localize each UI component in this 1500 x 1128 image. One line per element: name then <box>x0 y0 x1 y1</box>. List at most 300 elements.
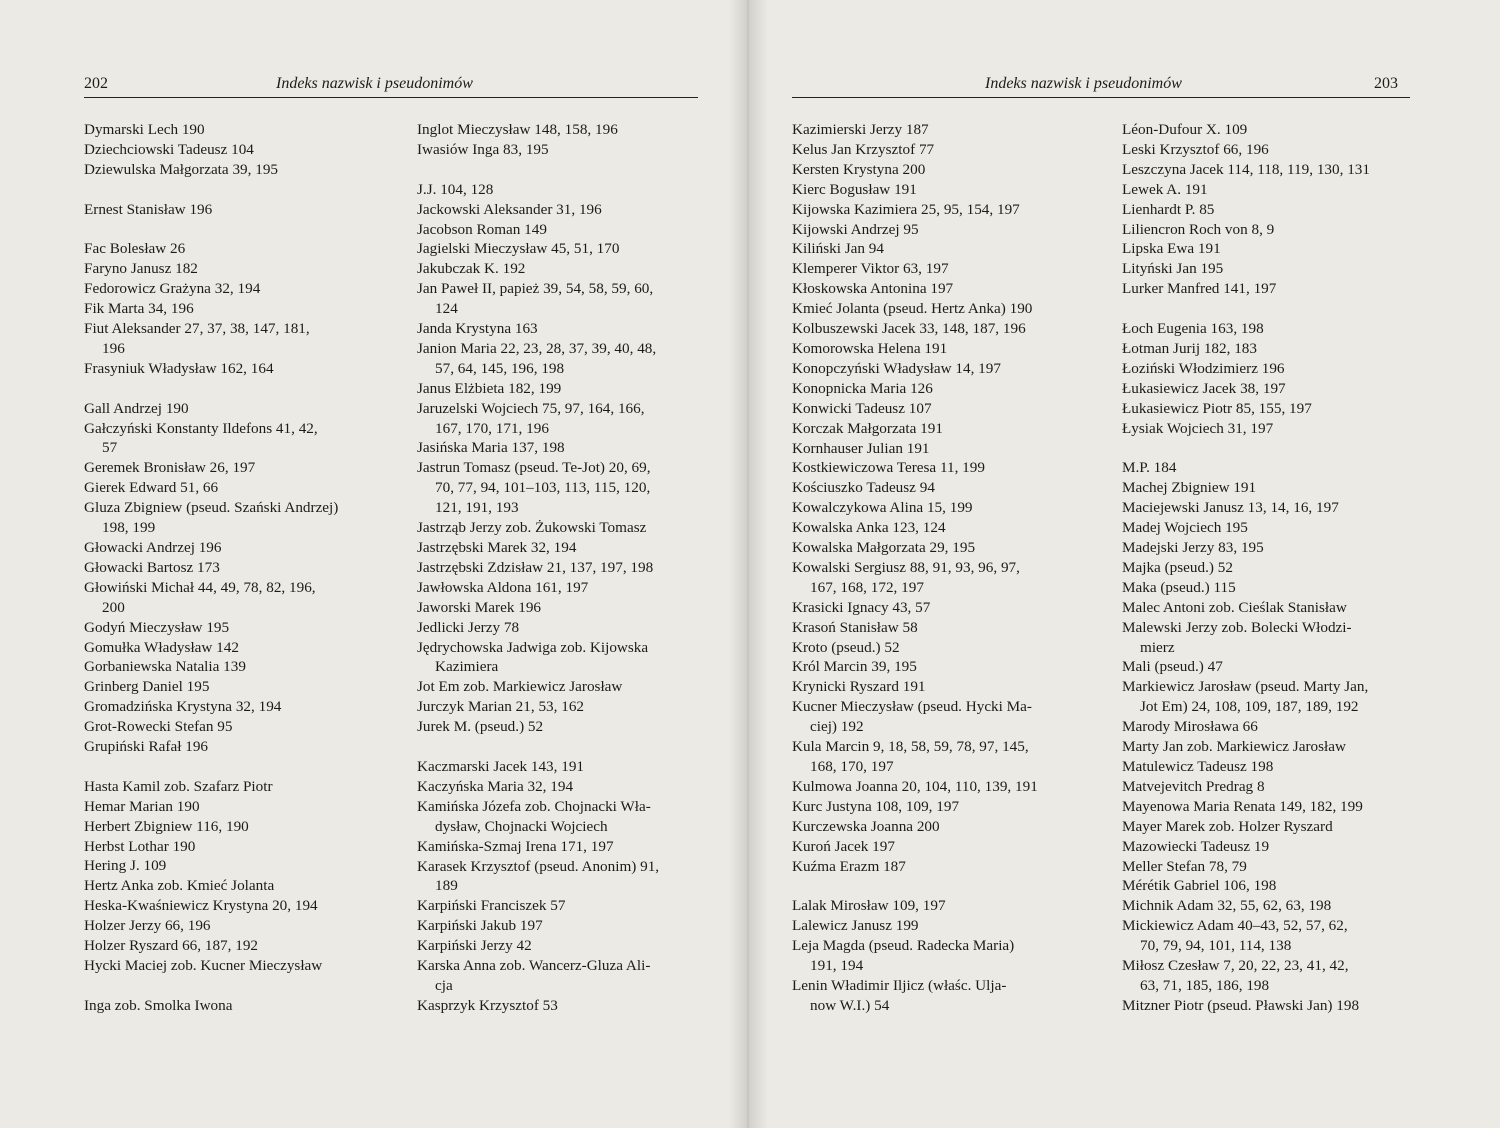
header-rule <box>84 97 698 98</box>
entry-line: Głowiński Michał 44, 49, 78, 82, 196, <box>84 578 316 596</box>
entry-line: Konopczyński Władysław 14, 197 <box>792 359 1001 377</box>
entry-line: Fac Bolesław 26 <box>84 240 186 258</box>
index-entry <box>84 876 384 896</box>
index-entry <box>84 677 384 697</box>
entry-line: Głowacki Bartosz 173 <box>84 558 220 576</box>
entry-line: Janda Krystyna 163 <box>417 320 538 338</box>
entry-line: Malec Antoni zob. Cieślak Stanisław <box>1122 598 1347 616</box>
index-entry <box>84 777 384 797</box>
entry-line: Hycki Maciej zob. Kucner Mieczysław <box>84 957 323 974</box>
index-entry <box>792 180 1092 200</box>
entry-line: Jot Em zob. Markiewicz Jarosław <box>417 678 623 696</box>
entry-line: Kroto (pseud.) 52 <box>792 638 900 656</box>
entry-line: Leski Krzysztof 66, 196 <box>1122 140 1269 158</box>
entry-line: Leszczyna Jacek 114, 118, 119, 130, 131 <box>1122 160 1370 178</box>
entry-line: Kurczewska Joanna 200 <box>792 817 940 835</box>
entry-line: Jastrzębski Marek 32, 194 <box>417 539 577 557</box>
entry-line: Gluza Zbigniew (pseud. Szański Andrzej) <box>84 499 339 517</box>
index-entry <box>1122 558 1422 578</box>
index-entry <box>417 578 717 598</box>
index-entry <box>417 777 717 797</box>
entry-line: Kościuszko Tadeusz 94 <box>792 479 935 497</box>
entry-line: Lipska Ewa 191 <box>1122 240 1221 258</box>
index-entry <box>1122 220 1422 240</box>
index-entry <box>792 259 1092 279</box>
index-entry <box>84 419 384 459</box>
entry-line: Maciejewski Janusz 13, 14, 16, 197 <box>1122 499 1339 517</box>
entry-line: Łoziński Włodzimierz 196 <box>1122 359 1285 377</box>
index-entry <box>417 339 717 379</box>
entry-line: Karpiński Jakub 197 <box>417 917 543 935</box>
index-entry <box>417 319 717 339</box>
entry-line: Michnik Adam 32, 55, 62, 63, 198 <box>1122 897 1332 915</box>
entry-continuation: Jot Em) 24, 108, 109, 187, 189, 192 <box>1140 698 1359 716</box>
letter-group-gap <box>84 220 384 240</box>
index-entry <box>792 419 1092 439</box>
entry-line: Iwasiów Inga 83, 195 <box>417 140 549 158</box>
index-entry <box>1122 200 1422 220</box>
entry-line: Łotman Jurij 182, 183 <box>1122 339 1257 357</box>
entry-line: Matvejevitch Predrag 8 <box>1122 777 1265 795</box>
index-entry <box>1122 757 1422 777</box>
index-entry <box>84 956 384 976</box>
entry-continuation: 167, 168, 172, 197 <box>810 578 924 596</box>
index-entry <box>1122 857 1422 877</box>
index-entry <box>417 220 717 240</box>
entry-line: Gałczyński Konstanty Ildefons 41, 42, <box>84 419 318 437</box>
entry-line: Herbert Zbigniew 116, 190 <box>84 817 249 835</box>
letter-group-gap <box>84 976 384 996</box>
entry-line: Kaczmarski Jacek 143, 191 <box>417 757 585 775</box>
index-entry <box>84 120 384 140</box>
index-entry <box>792 837 1092 857</box>
entry-line: Kornhauser Julian 191 <box>792 439 930 457</box>
entry-line: Mickiewicz Adam 40–43, 52, 57, 62, <box>1122 917 1348 935</box>
entry-line: Jedlicki Jerzy 78 <box>417 618 520 636</box>
entry-line: Mazowiecki Tadeusz 19 <box>1122 837 1270 855</box>
entry-line: Geremek Bronisław 26, 197 <box>84 459 256 477</box>
index-entry <box>417 956 717 996</box>
entry-line: Karska Anna zob. Wancerz-Gluza Ali- <box>417 957 651 975</box>
index-entry <box>417 120 717 140</box>
index-entry <box>417 618 717 638</box>
index-entry <box>84 896 384 916</box>
entry-line: Jędrychowska Jadwiga zob. Kijowska <box>417 638 649 656</box>
entry-line: Malewski Jerzy zob. Bolecki Włodzi- <box>1122 618 1352 636</box>
entry-line: Gromadzińska Krystyna 32, 194 <box>84 698 282 716</box>
entry-line: Mali (pseud.) 47 <box>1122 658 1223 676</box>
index-entry <box>417 279 717 319</box>
entry-line: Mitzner Piotr (pseud. Pławski Jan) 198 <box>1122 996 1360 1014</box>
index-entry <box>792 239 1092 259</box>
entry-line: Jastrun Tomasz (pseud. Te-Jot) 20, 69, <box>417 459 651 477</box>
index-entry <box>792 518 1092 538</box>
entry-line: Łukasiewicz Piotr 85, 155, 197 <box>1122 399 1312 417</box>
entry-line: Karasek Krzysztof (pseud. Anonim) 91, <box>417 857 660 875</box>
index-entry <box>792 220 1092 240</box>
entry-line: Jan Paweł II, papież 39, 54, 58, 59, 60, <box>417 280 654 298</box>
header-rule <box>792 97 1410 98</box>
index-entry <box>1122 598 1422 618</box>
entry-line: Konopnicka Maria 126 <box>792 379 933 397</box>
index-entry <box>792 379 1092 399</box>
entry-line: Kazimierski Jerzy 187 <box>792 121 929 138</box>
entry-line: Lenin Władimir Iljicz (właśc. Ulja- <box>792 976 1007 994</box>
entry-continuation: 168, 170, 197 <box>810 758 894 775</box>
entry-line: Leja Magda (pseud. Radecka Maria) <box>792 937 1015 955</box>
entry-line: Karpiński Jerzy 42 <box>417 937 532 955</box>
index-entry <box>417 717 717 737</box>
entry-line: Machej Zbigniew 191 <box>1122 479 1257 497</box>
index-entry <box>417 458 717 518</box>
entry-line: Komorowska Helena 191 <box>792 339 948 357</box>
entry-line: Jagielski Mieczysław 45, 51, 170 <box>417 240 620 258</box>
index-entry <box>1122 657 1422 677</box>
letter-group-gap <box>84 180 384 200</box>
entry-line: Kostkiewiczowa Teresa 11, 199 <box>792 459 985 477</box>
index-entry <box>792 399 1092 419</box>
index-entry <box>417 598 717 618</box>
entry-line: Gierek Edward 51, 66 <box>84 479 219 497</box>
entry-line: Madej Wojciech 195 <box>1122 519 1248 537</box>
index-entry <box>1122 578 1422 598</box>
index-entry <box>792 618 1092 638</box>
entry-line: Konwicki Tadeusz 107 <box>792 399 932 417</box>
entry-line: Kierc Bogusław 191 <box>792 180 917 198</box>
index-entry <box>792 439 1092 459</box>
index-entry <box>1122 677 1422 717</box>
index-entry <box>84 578 384 618</box>
letter-group-gap <box>84 379 384 399</box>
index-entry <box>417 180 717 200</box>
index-entry <box>1122 339 1422 359</box>
entry-line: Liliencron Roch von 8, 9 <box>1122 220 1275 238</box>
index-entry <box>84 478 384 498</box>
entry-line: Kamińska Józefa zob. Chojnacki Wła- <box>417 797 651 815</box>
entry-continuation: 198, 199 <box>102 519 156 537</box>
index-entry <box>1122 160 1422 180</box>
entry-line: Madejski Jerzy 83, 195 <box>1122 539 1264 556</box>
entry-line: Matulewicz Tadeusz 198 <box>1122 757 1274 775</box>
running-head: Indeks nazwisk i pseudonimów <box>276 75 473 92</box>
index-entry <box>84 697 384 717</box>
index-entry <box>417 239 717 259</box>
entry-line: Lityński Jan 195 <box>1122 260 1224 278</box>
entry-line: Lewek A. 191 <box>1122 180 1208 198</box>
entry-continuation: 196 <box>102 339 125 357</box>
entry-line: Jackowski Aleksander 31, 196 <box>417 200 602 218</box>
index-entry <box>792 817 1092 837</box>
entry-line: Fiut Aleksander 27, 37, 38, 147, 181, <box>84 320 310 338</box>
index-entry <box>792 359 1092 379</box>
entry-line: Marty Jan zob. Markiewicz Jarosław <box>1122 738 1346 756</box>
index-entry <box>792 160 1092 180</box>
index-entry <box>84 618 384 638</box>
entry-line: Kucner Mieczysław (pseud. Hycki Ma- <box>792 698 1032 716</box>
entry-line: Dymarski Lech 190 <box>84 121 205 138</box>
entry-continuation: ciej) 192 <box>810 718 864 736</box>
entry-line: M.P. 184 <box>1122 459 1177 477</box>
index-entry <box>84 299 384 319</box>
index-entry <box>417 697 717 717</box>
entry-line: Holzer Ryszard 66, 187, 192 <box>84 937 259 955</box>
index-entry <box>417 857 717 897</box>
index-entry <box>792 777 1092 797</box>
entry-line: Kula Marcin 9, 18, 58, 59, 78, 97, 145, <box>792 738 1029 756</box>
index-entry <box>1122 896 1422 916</box>
entry-line: Król Marcin 39, 195 <box>792 658 917 676</box>
index-entry <box>792 538 1092 558</box>
entry-line: Miłosz Czesław 7, 20, 22, 23, 41, 42, <box>1122 957 1349 975</box>
letter-group-gap <box>417 160 717 180</box>
entry-line: Kaczyńska Maria 32, 194 <box>417 777 574 795</box>
entry-line: Jaworski Marek 196 <box>417 598 542 616</box>
entry-continuation: 70, 77, 94, 101–103, 113, 115, 120, <box>435 479 651 497</box>
entry-line: Gall Andrzej 190 <box>84 399 189 417</box>
index-entry <box>1122 359 1422 379</box>
index-entry <box>417 797 717 837</box>
entry-continuation: 57, 64, 145, 196, 198 <box>435 359 565 377</box>
book-gutter-shadow <box>728 0 768 1128</box>
index-entry <box>792 638 1092 658</box>
entry-continuation: Kazimiera <box>435 658 499 676</box>
entry-line: Lienhardt P. 85 <box>1122 200 1215 218</box>
entry-line: Maka (pseud.) 115 <box>1122 578 1236 596</box>
index-entry <box>84 239 384 259</box>
index-entry <box>417 438 717 458</box>
entry-line: Jacobson Roman 149 <box>417 220 547 238</box>
index-entry <box>417 259 717 279</box>
entry-line: Łysiak Wojciech 31, 197 <box>1122 419 1274 437</box>
index-entry <box>1122 737 1422 757</box>
index-entry <box>1122 876 1422 896</box>
letter-group-gap <box>84 757 384 777</box>
entry-line: Grupiński Rafał 196 <box>84 738 209 756</box>
entry-line: Kelus Jan Krzysztof 77 <box>792 140 935 158</box>
index-entry <box>1122 618 1422 658</box>
index-entry <box>1122 498 1422 518</box>
index-entry <box>417 896 717 916</box>
index-column <box>1122 120 1422 1016</box>
entry-line: Kowalczykowa Alina 15, 199 <box>792 499 973 517</box>
entry-continuation: dysław, Chojnacki Wojciech <box>435 817 608 835</box>
entry-continuation: 191, 194 <box>810 957 864 975</box>
entry-line: Marody Mirosława 66 <box>1122 718 1258 736</box>
page-number: 202 <box>84 75 108 92</box>
entry-line: Janion Maria 22, 23, 28, 37, 39, 40, 48, <box>417 339 657 357</box>
entry-line: J.J. 104, 128 <box>417 180 494 198</box>
letter-group-gap <box>1122 438 1422 458</box>
entry-continuation: 70, 79, 94, 101, 114, 138 <box>1140 937 1292 955</box>
letter-group-gap <box>417 737 717 757</box>
index-entry <box>1122 717 1422 737</box>
index-entry <box>84 916 384 936</box>
index-entry <box>792 140 1092 160</box>
letter-group-gap <box>1122 299 1422 319</box>
entry-line: Herbst Lothar 190 <box>84 837 196 855</box>
index-entry <box>84 279 384 299</box>
index-entry <box>1122 916 1422 956</box>
index-entry <box>417 936 717 956</box>
index-entry <box>417 757 717 777</box>
index-entry <box>1122 399 1422 419</box>
index-entry <box>792 936 1092 976</box>
index-entry <box>84 458 384 478</box>
index-entry <box>792 896 1092 916</box>
index-entry <box>84 717 384 737</box>
index-entry <box>792 279 1092 299</box>
entry-line: Hemar Marian 190 <box>84 797 200 815</box>
index-entry <box>84 936 384 956</box>
entry-line: Karpiński Franciszek 57 <box>417 897 566 915</box>
index-entry <box>792 657 1092 677</box>
entry-line: Gorbaniewska Natalia 139 <box>84 658 246 676</box>
index-entry <box>84 638 384 658</box>
entry-line: Dziechciowski Tadeusz 104 <box>84 140 254 158</box>
index-entry <box>417 996 717 1016</box>
index-entry <box>792 478 1092 498</box>
entry-line: Kurc Justyna 108, 109, 197 <box>792 797 960 815</box>
entry-continuation: 200 <box>102 598 125 616</box>
entry-line: Korczak Małgorzata 191 <box>792 419 943 437</box>
entry-line: Janus Elżbieta 182, 199 <box>417 379 562 397</box>
index-entry <box>417 638 717 678</box>
entry-continuation: 167, 170, 171, 196 <box>435 419 549 437</box>
entry-line: Jakubczak K. 192 <box>417 260 526 278</box>
entry-line: Godyń Mieczysław 195 <box>84 618 230 636</box>
entry-line: Ernest Stanisław 196 <box>84 200 213 218</box>
index-entry <box>792 857 1092 877</box>
entry-line: Jastrzębski Zdzisław 21, 137, 197, 198 <box>417 558 654 576</box>
entry-continuation: 57 <box>102 439 118 457</box>
entry-line: Klemperer Viktor 63, 197 <box>792 260 949 278</box>
entry-line: Jurek M. (pseud.) 52 <box>417 718 544 736</box>
index-entry <box>792 677 1092 697</box>
entry-line: Gomułka Władysław 142 <box>84 638 239 656</box>
index-entry <box>1122 837 1422 857</box>
entry-line: Lurker Manfred 141, 197 <box>1122 280 1277 298</box>
index-entry <box>417 837 717 857</box>
index-entry <box>84 359 384 379</box>
entry-line: Lalewicz Janusz 199 <box>792 917 919 935</box>
entry-line: Mérétik Gabriel 106, 198 <box>1122 877 1277 895</box>
index-entry <box>792 319 1092 339</box>
index-entry <box>1122 279 1422 299</box>
entry-line: Kijowska Kazimiera 25, 95, 154, 197 <box>792 200 1020 218</box>
index-column <box>417 120 717 1016</box>
index-entry <box>84 837 384 857</box>
index-entry <box>1122 478 1422 498</box>
index-entry <box>84 140 384 160</box>
index-entry <box>792 299 1092 319</box>
entry-continuation: 63, 71, 185, 186, 198 <box>1140 976 1270 994</box>
entry-continuation: 189 <box>435 877 458 895</box>
page-number: 203 <box>1374 75 1398 92</box>
entry-line: Inga zob. Smolka Iwona <box>84 996 233 1014</box>
entry-line: Lalak Mirosław 109, 197 <box>792 897 946 915</box>
entry-line: Léon-Dufour X. 109 <box>1122 121 1248 138</box>
index-entry <box>84 657 384 677</box>
index-entry <box>1122 180 1422 200</box>
entry-line: Mayenowa Maria Renata 149, 182, 199 <box>1122 797 1363 815</box>
entry-line: Kuźma Erazm 187 <box>792 857 906 875</box>
index-column <box>792 120 1092 1016</box>
entry-line: Markiewicz Jarosław (pseud. Marty Jan, <box>1122 678 1369 696</box>
index-column <box>84 120 384 1016</box>
entry-continuation: now W.I.) 54 <box>810 996 890 1014</box>
entry-line: Inglot Mieczysław 148, 158, 196 <box>417 121 618 138</box>
index-entry <box>792 558 1092 598</box>
entry-line: Fik Marta 34, 196 <box>84 300 194 318</box>
index-entry <box>84 160 384 180</box>
index-entry <box>84 817 384 837</box>
entry-line: Krasoń Stanisław 58 <box>792 618 918 636</box>
entry-line: Kasprzyk Krzysztof 53 <box>417 996 558 1014</box>
entry-line: Kolbuszewski Jacek 33, 148, 187, 196 <box>792 320 1026 338</box>
running-head: Indeks nazwisk i pseudonimów <box>985 75 1182 92</box>
index-entry <box>792 916 1092 936</box>
entry-line: Hering J. 109 <box>84 857 167 875</box>
entry-line: Jawłowska Aldona 161, 197 <box>417 578 589 596</box>
entry-line: Kowalski Sergiusz 88, 91, 93, 96, 97, <box>792 558 1020 576</box>
index-entry <box>417 558 717 578</box>
entry-line: Grot-Rowecki Stefan 95 <box>84 718 233 736</box>
index-entry <box>1122 319 1422 339</box>
index-entry <box>84 259 384 279</box>
entry-line: Kuroń Jacek 197 <box>792 837 895 855</box>
entry-line: Faryno Janusz 182 <box>84 260 198 278</box>
index-entry <box>792 976 1092 1016</box>
index-entry <box>417 518 717 538</box>
index-entry <box>84 558 384 578</box>
entry-line: Fedorowicz Grażyna 32, 194 <box>84 280 261 298</box>
index-entry <box>417 399 717 439</box>
index-entry <box>1122 259 1422 279</box>
index-entry <box>792 458 1092 478</box>
entry-line: Frasyniuk Władysław 162, 164 <box>84 359 274 377</box>
entry-line: Jastrząb Jerzy zob. Żukowski Tomasz <box>417 519 647 537</box>
entry-line: Krasicki Ignacy 43, 57 <box>792 598 931 616</box>
entry-line: Krynicki Ryszard 191 <box>792 678 926 696</box>
index-entry <box>84 856 384 876</box>
entry-line: Kłoskowska Antonina 197 <box>792 280 954 298</box>
entry-line: Jurczyk Marian 21, 53, 162 <box>417 698 585 716</box>
entry-line: Majka (pseud.) 52 <box>1122 558 1233 576</box>
index-entry <box>84 996 384 1016</box>
entry-continuation: mierz <box>1140 638 1175 656</box>
index-entry <box>1122 996 1422 1016</box>
index-entry <box>792 498 1092 518</box>
index-entry <box>84 797 384 817</box>
index-entry <box>1122 458 1422 478</box>
index-entry <box>84 498 384 538</box>
entry-line: Kiliński Jan 94 <box>792 240 884 258</box>
index-entry <box>1122 777 1422 797</box>
entry-line: Kowalska Anka 123, 124 <box>792 519 946 537</box>
letter-group-gap <box>792 876 1092 896</box>
index-entry <box>792 697 1092 737</box>
index-entry <box>792 120 1092 140</box>
index-entry <box>1122 120 1422 140</box>
entry-line: Kulmowa Joanna 20, 104, 110, 139, 191 <box>792 777 1038 795</box>
entry-line: Mayer Marek zob. Holzer Ryszard <box>1122 817 1333 835</box>
index-entry <box>84 319 384 359</box>
index-entry <box>1122 379 1422 399</box>
index-entry <box>1122 538 1422 558</box>
entry-line: Łukasiewicz Jacek 38, 197 <box>1122 379 1286 397</box>
index-entry <box>1122 140 1422 160</box>
entry-line: Holzer Jerzy 66, 196 <box>84 917 211 935</box>
